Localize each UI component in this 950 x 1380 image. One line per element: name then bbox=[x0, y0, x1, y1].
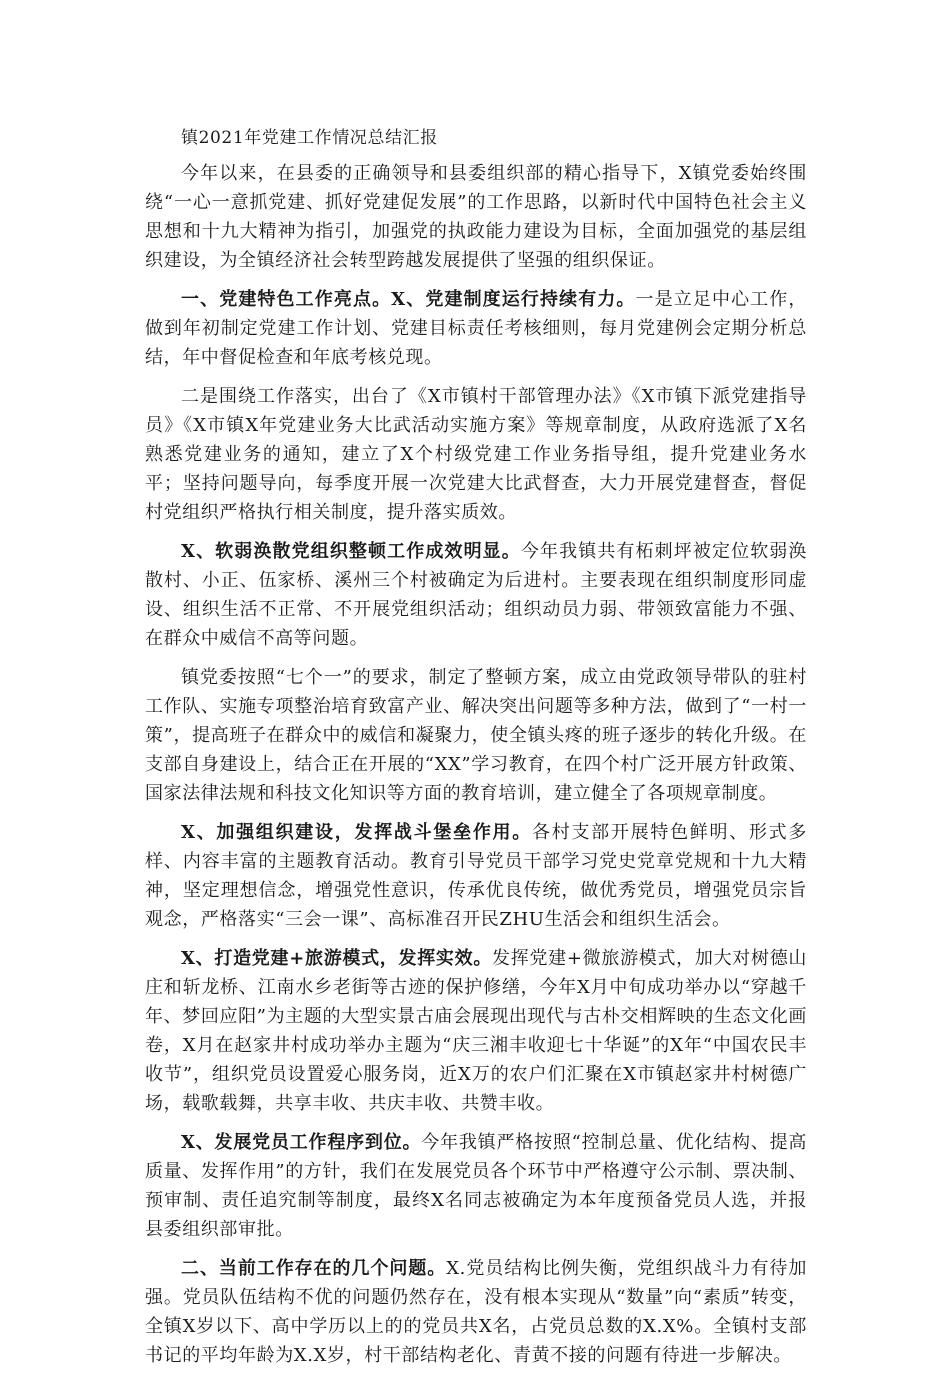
paragraph-organization bbox=[145, 818, 807, 934]
paragraph-text: 镇党委按照“七个一”的要求，制定了整顿方案，成立由党政领导带队的驻村工作队、实施专项整治培育致富产业、解决突出问题等多种方法，做到了“一村一策”，提高班子在群众中的威信和凝聚力，使全镇头疼的班子逐步的转化升级。在支部自身建设上，结合正在开展的“XX”学习教育，在四个村广泛开展方针政策、国家法律法规和科技文化知识等方面的教育培训，建立健全了各项规章制度。 bbox=[145, 667, 807, 804]
paragraph-text: 一是立足中心工作，做到年初制定党建工作计划、党建目标责任考核细则，每月党建例会定期分析总结，年中督促检查和年底考核兑现。 bbox=[145, 289, 807, 368]
paragraph-text: 发挥党建+微旅游模式，加大对树德山庄和斩龙桥、江南水乡老街等古迹的保护修缮，今年X月中旬成功举办以“穿越千年、梦回应阳”为主题的大型实景古庙会展现出现代与古朴交相辉映的生态文化画卷，X月在赵家井村成功举办主题为“庆三湘丰收迎七十华诞”的X年“中国农民丰收节”，组织党员设置爱心服务岗，近X万的农户们汇聚在X市镇赵家井村树德广场，载歌载舞，共享丰收、共庆丰收、共赞丰收。 bbox=[145, 948, 808, 1114]
paragraph-intro bbox=[145, 159, 807, 275]
paragraph-rectification bbox=[145, 537, 807, 653]
paragraph-highlights bbox=[145, 285, 807, 372]
document-page bbox=[145, 124, 807, 1380]
paragraph-tourism bbox=[145, 944, 807, 1118]
paragraph-lead: X、打造党建+旅游模式，发挥实效。 bbox=[181, 948, 493, 969]
paragraph-lead: X、软弱涣散党组织整顿工作成效明显。 bbox=[181, 541, 521, 562]
paragraph-rectification-plan bbox=[145, 663, 807, 808]
paragraph-text: X.党员结构比例失衡，党组织战斗力有待加强。党员队伍结构不优的问题仍然存在，没有根本实现从“数量”向“素质”转变，全镇X岁以下、高中学历以上的的党员共X名，占党员总数的X.X%。全镇村支部书记的平均年龄为X.X岁，村干部结构老化、青黄不接的问题有待进一步解决。 bbox=[145, 1258, 807, 1366]
paragraph-text: 今年我镇严格按照“控制总量、优化结构、提高质量、发挥作用”的方针，我们在发展党员各个环节中严格遵守公示制、票决制、预审制、责任追究制等制度，最终X名同志被确定为本年度预备党员人选，并报县委组织部审批。 bbox=[145, 1132, 807, 1240]
paragraph-lead: X、发展党员工作程序到位。 bbox=[181, 1132, 422, 1153]
paragraph-implementation bbox=[145, 382, 807, 527]
paragraph-text: 今年以来，在县委的正确领导和县委组织部的精心指导下，X镇党委始终围绕“一心一意抓党建、抓好党建促发展”的工作思路，以新时代中国特色社会主义思想和十九大精神为指引，加强党的执政能力建设为目标，全面加强党的基层组织建设，为全镇经济社会转型跨越发展提供了坚强的组织保证。 bbox=[145, 163, 807, 271]
paragraph-lead: 一、党建特色工作亮点。X、党建制度运行持续有力。 bbox=[181, 289, 636, 310]
paragraph-membership bbox=[145, 1128, 807, 1244]
paragraph-text: 各村支部开展特色鲜明、形式多样、内容丰富的主题教育活动。教育引导党员干部学习党史党章党规和十九大精神，坚定理想信念，增强党性意识，传承优良传统，做优秀党员，增强党员宗旨观念，严格落实“三会一课”、高标准召开民ZHU生活会和组织生活会。 bbox=[145, 822, 808, 930]
paragraph-lead: 二、当前工作存在的几个问题。 bbox=[181, 1258, 447, 1279]
document-title: 镇2021年党建工作情况总结汇报 bbox=[181, 128, 438, 148]
paragraph-problems bbox=[145, 1254, 807, 1370]
paragraph-text: 今年我镇共有柘刺坪被定位软弱涣散村、小正、伍家桥、溪州三个村被确定为后进村。主要表现在组织制度形同虚设、组织生活不正常、不开展党组织活动；组织动员力弱、带领致富能力不强、在群众中威信不高等问题。 bbox=[145, 541, 808, 649]
paragraph-lead: X、加强组织建设，发挥战斗堡垒作用。 bbox=[181, 822, 532, 843]
paragraph-text: 二是围绕工作落实，出台了《X市镇村干部管理办法》《X市镇下派党建指导员》《X市镇X年党建业务大比武活动实施方案》等规章制度，从政府选派了X名熟悉党建业务的通知，建立了X个村级党建工作业务指导组，提升党建业务水平；坚持问题导向，每季度开展一次党建大比武督查，大力开展党建督查，督促村党组织严格执行相关制度，提升落实质效。 bbox=[145, 386, 807, 523]
